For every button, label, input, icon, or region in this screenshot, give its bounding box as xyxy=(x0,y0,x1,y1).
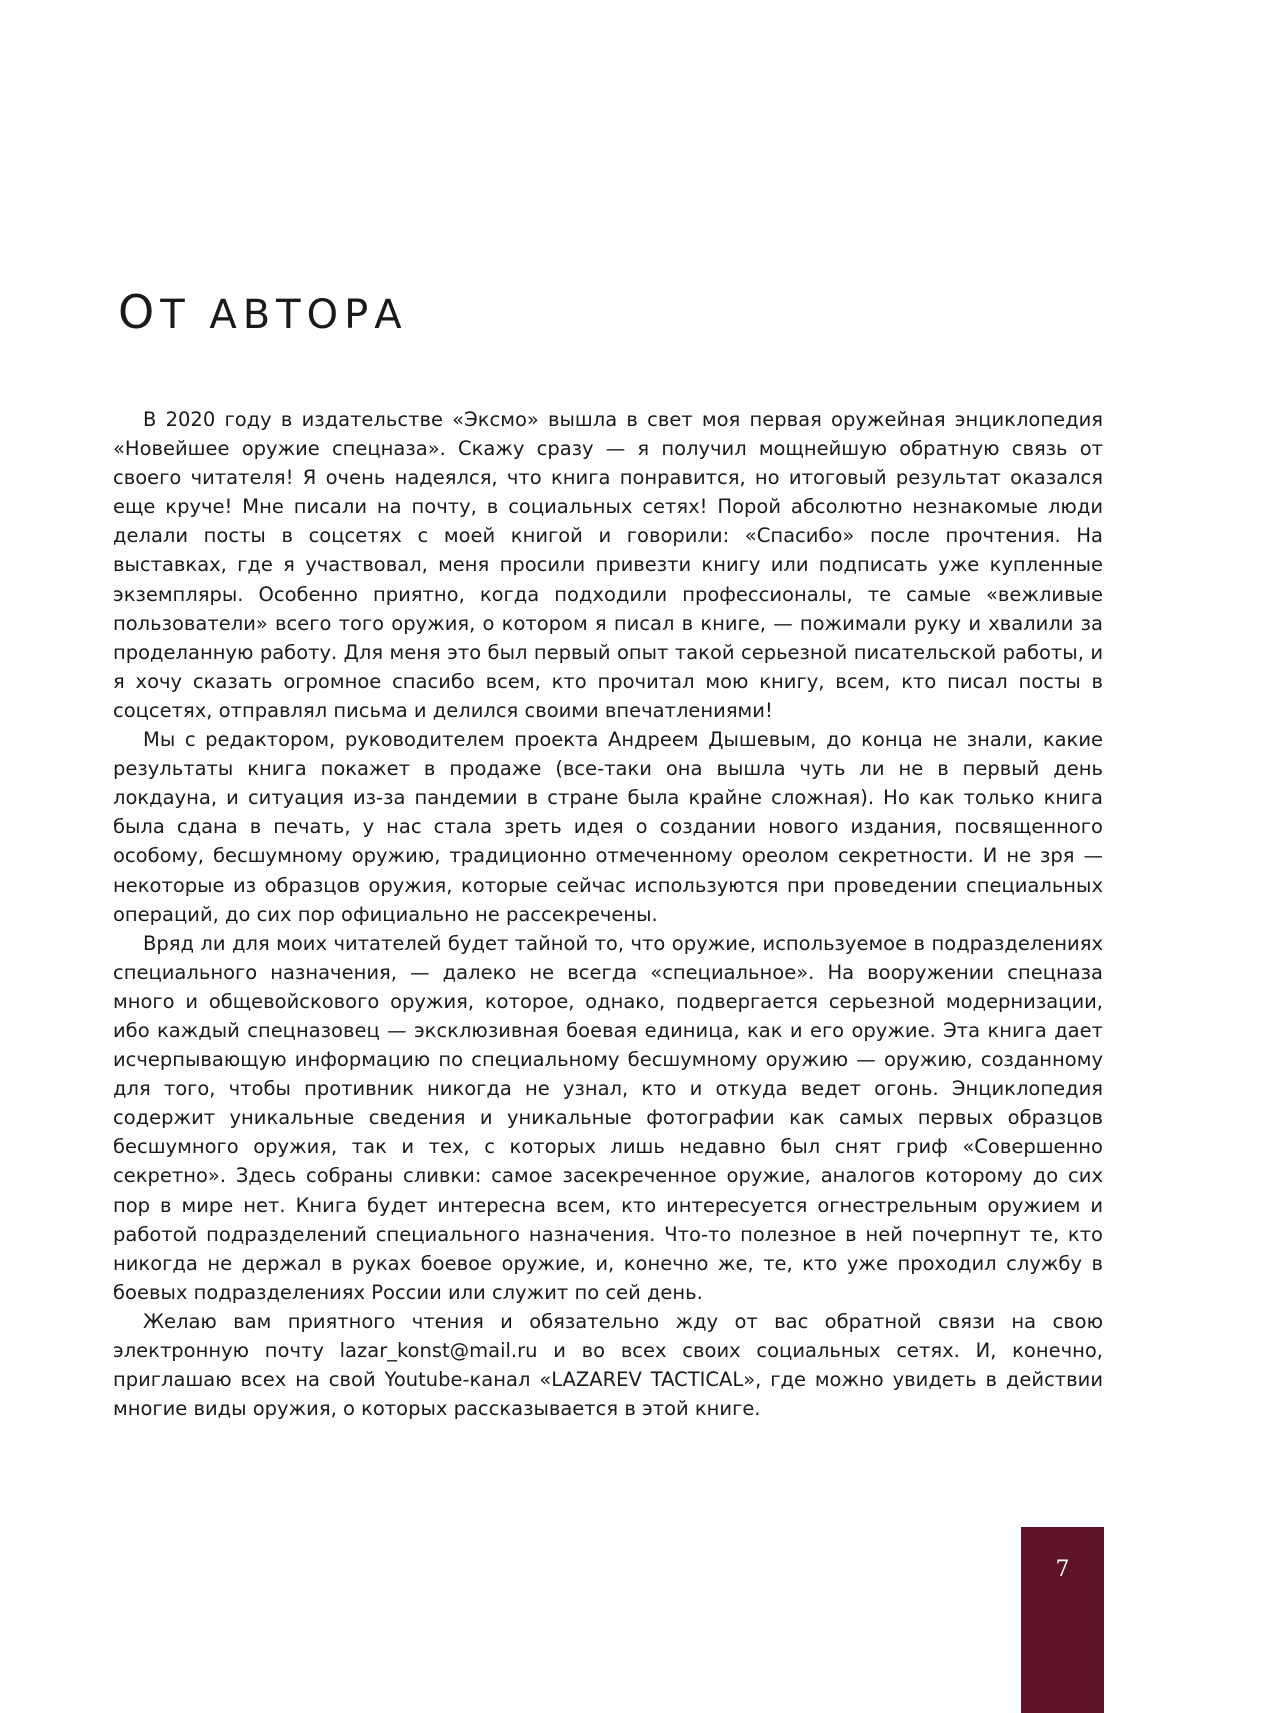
paragraph: Мы с редактором, руководителем проекта Андреем Дышевым, до конца не знали, какие результаты книга покажет в продаже (все-таки она вышла чуть ли не в первый день локдауна, и ситуация из-за пандемии в стране была крайне сложная). Но как только книга была сдана в печать, у нас стала зреть идея о создании нового издания, посвященного особому, бесшумному оружию, традиционно отмеченному ореолом секретности. И не зря — некоторые из образцов оружия, которые сейчас используются при проведении специальных операций, до сих пор официально не рассекречены. xyxy=(113,728,1103,926)
page-title xyxy=(118,282,408,345)
author-foreword-text xyxy=(113,405,1103,1423)
title-first-letter: О xyxy=(118,285,161,339)
page-number-tab xyxy=(1021,1527,1104,1713)
title-rest: Т АВТОРА xyxy=(160,292,408,338)
paragraph: Вряд ли для моих читателей будет тайной то, что оружие, используемое в подразделениях специального назначения, — далеко не всегда «специальное». На вооружении спецназа много и общевойскового оружия, которое, однако, подвергается серьезной модернизации, ибо каждый спецназовец — эксклюзивная боевая единица, как и его оружие. Эта книга дает исчерпывающую информацию по специальному бесшумному оружию — оружию, созданному для того, чтобы противник никогда не узнал, кто и откуда ведет огонь. Энциклопедия содержит уникальные сведения и уникальные фотографии как самых первых образцов бесшумного оружия, так и тех, с которых лишь недавно был снят гриф «Совершенно секретно». Здесь собраны сливки: самое засекреченное оружие, аналогов которому до сих пор в мире нет. Книга будет интересна всем, кто интересуется огнестрельным оружием и работой подразделений специального назначения. Что-то полезное в ней почерпнут те, кто никогда не держал в руках боевое оружие, и, конечно же, те, кто уже проходил службу в боевых подразделениях России или служит по сей день. xyxy=(113,931,1103,1304)
paragraph: В 2020 году в издательстве «Эксмо» вышла в свет моя первая оружейная энциклопедия «Новейшее оружие спецназа». Скажу сразу — я получил мощнейшую обратную связь от своего читателя! Я очень надеялся, что книга понравится, но итоговый результат оказался еще круче! Мне писали на почту, в социальных сетях! Порой абсолютно незнакомые люди делали посты в соцсетях с моей книгой и говорили: «Спасибо» после прочтения. На выставках, где я участвовал, меня просили привезти книгу или подписать уже купленные экземпляры. Особенно приятно, когда подходили профессионалы, те самые «вежливые пользователи» всего того оружия, о котором я писал в книге, — пожимали руку и хвалили за проделанную работу. Для меня это был первый опыт такой серьезной писательской работы, и я хочу сказать огромное спасибо всем, кто прочитал мою книгу, всем, кто писал посты в соцсетях, отправлял письма и делился своими впечатлениями! xyxy=(113,408,1103,722)
page-number: 7 xyxy=(1055,1557,1070,1582)
paragraph: Желаю вам приятного чтения и обязательно жду от вас обратной связи на свою электронную почту lazar_konst@mail.ru и во всех своих социальных сетях. И, конечно, приглашаю всех на свой Youtube-канал «LAZAREV TACTICAL», где можно увидеть в действии многие виды оружия, о которых рассказывается в этой книге. xyxy=(113,1309,1103,1421)
